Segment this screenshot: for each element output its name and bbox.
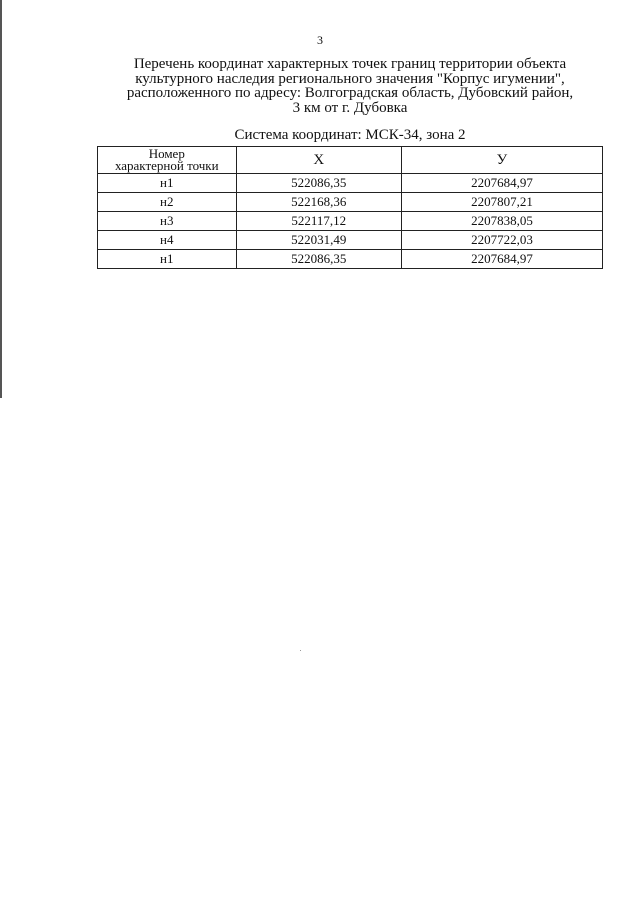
table-header-row	[98, 147, 603, 174]
table-row	[98, 174, 603, 193]
title-line-3: расположенного по адресу: Волгоградская область, Дубовский район,	[126, 85, 574, 101]
cell-y: 2207722,03	[401, 231, 602, 250]
title-line-2: культурного наследия регионального значения "Корпус игумении",	[135, 70, 565, 87]
table-row	[98, 231, 603, 250]
cell-point: н3	[98, 212, 237, 231]
cell-x: 522117,12	[236, 212, 401, 231]
title-line-1: Перечень координат характерных точек границ территории объекта	[133, 56, 567, 72]
table-row	[98, 212, 603, 231]
table-row	[98, 193, 603, 212]
coordinate-system-label: Система координат: МСК-34, зона 2	[234, 127, 466, 143]
header-y: У	[401, 147, 602, 174]
cell-x: 522031,49	[236, 231, 401, 250]
coordinates-table	[97, 146, 603, 269]
header-point-number	[98, 147, 237, 174]
cell-x: 522086,35	[236, 250, 401, 269]
header-point-line-1: Номер	[148, 146, 185, 161]
cell-point: н2	[98, 193, 237, 212]
document-title	[100, 57, 600, 115]
cell-y: 2207684,97	[401, 174, 602, 193]
cell-point: н1	[98, 174, 237, 193]
page-number: 3	[317, 33, 323, 47]
cell-x: 522168,36	[236, 193, 401, 212]
cell-point: н4	[98, 231, 237, 250]
cell-y: 2207838,05	[401, 212, 602, 231]
cell-point: н1	[98, 250, 237, 269]
title-line-4: 3 км от г. Дубовка	[292, 99, 408, 116]
header-x: X	[236, 147, 401, 174]
scan-speck	[300, 650, 301, 651]
cell-y: 2207684,97	[401, 250, 602, 269]
table-row	[98, 250, 603, 269]
cell-y: 2207807,21	[401, 193, 602, 212]
page-edge-line	[0, 0, 2, 398]
cell-x: 522086,35	[236, 174, 401, 193]
header-point-line-2: характерной точки	[114, 158, 219, 173]
